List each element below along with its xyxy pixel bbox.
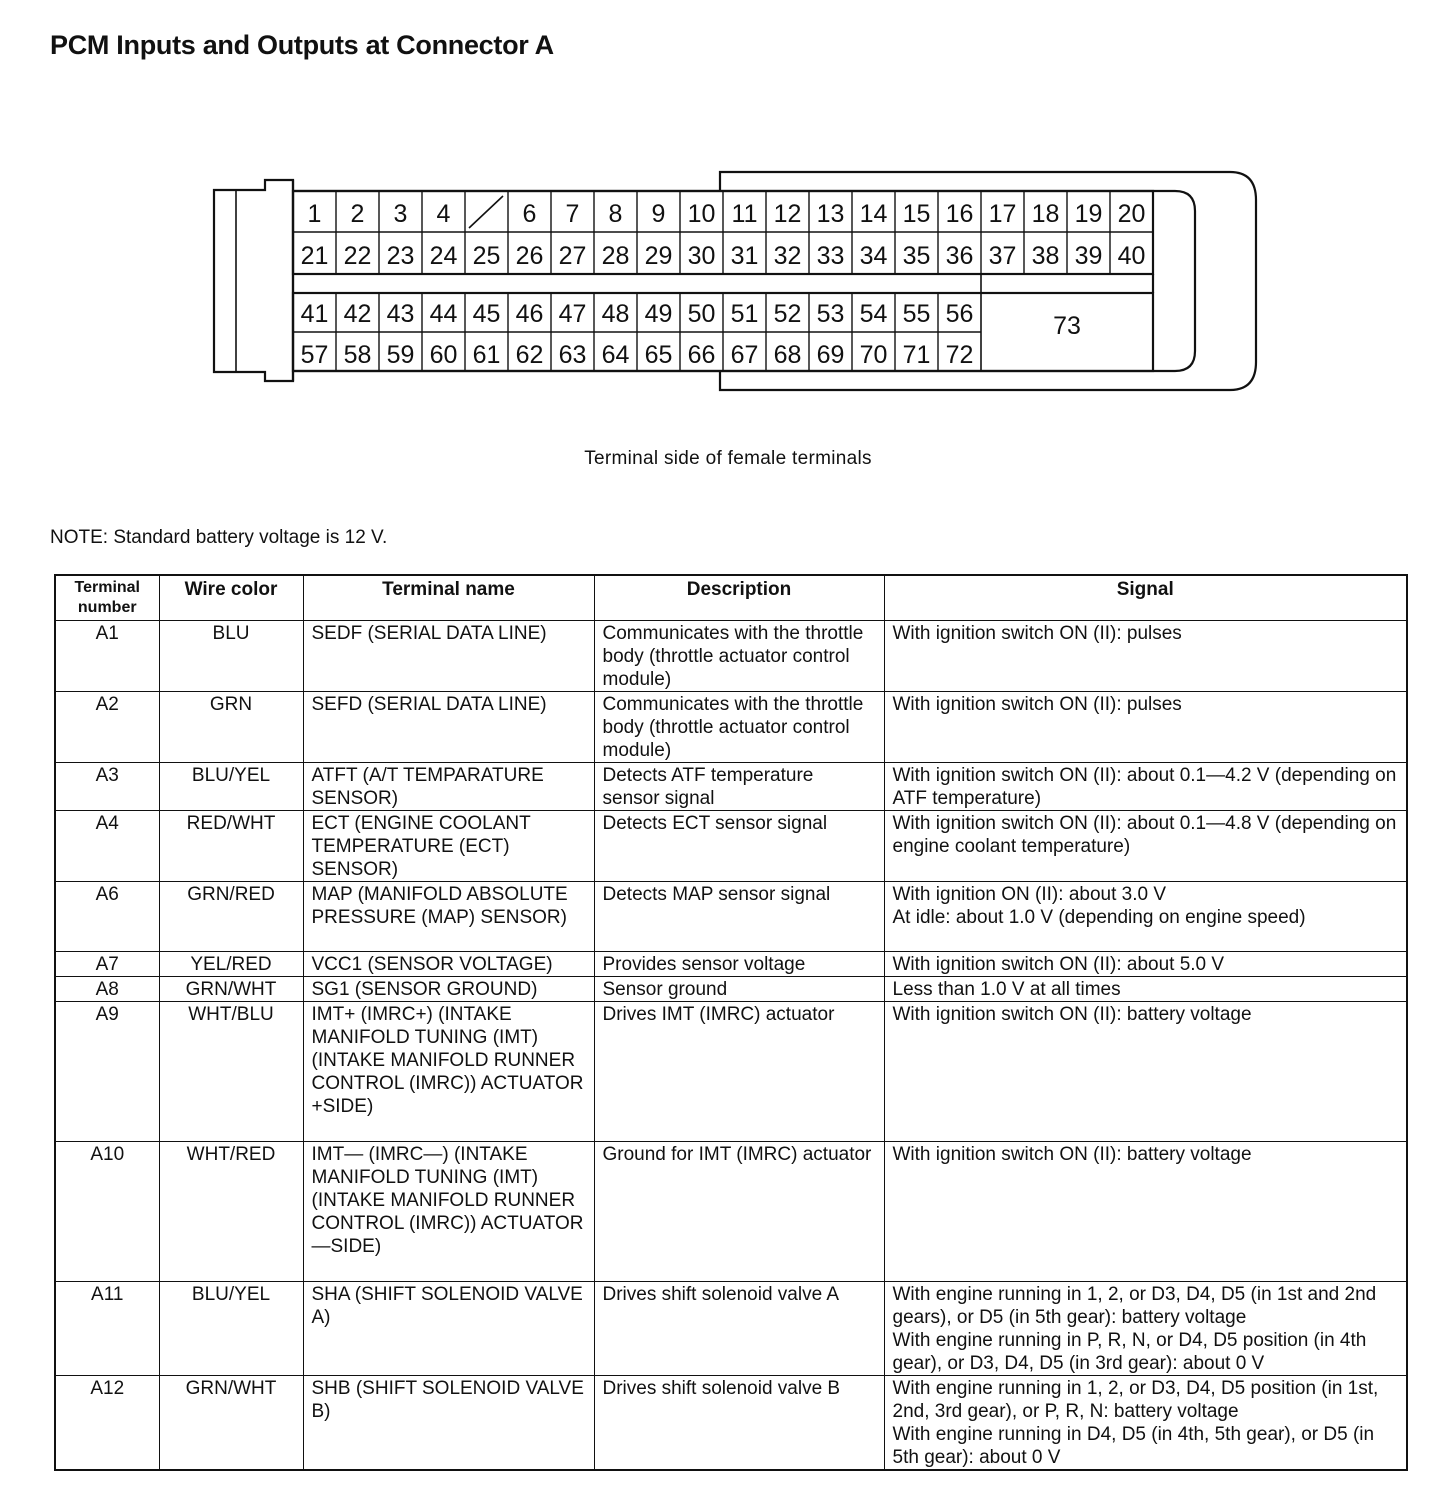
table-row bbox=[55, 881, 1407, 951]
terminal-label: 57 bbox=[300, 341, 329, 369]
description-cell: Drives shift solenoid valve B bbox=[594, 1375, 884, 1470]
terminal-label: 3 bbox=[393, 200, 408, 228]
terminal-label: 17 bbox=[988, 200, 1017, 228]
terminal-label: 58 bbox=[343, 341, 372, 369]
connector-diagram bbox=[0, 0, 1456, 440]
terminal-label: 50 bbox=[687, 300, 716, 328]
wire-color-cell: BLU bbox=[159, 620, 303, 691]
note-text: NOTE: Standard battery voltage is 12 V. bbox=[50, 527, 388, 548]
signal-cell: With ignition switch ON (II): about 5.0 V bbox=[884, 951, 1407, 976]
description-cell: Detects MAP sensor signal bbox=[594, 881, 884, 951]
header-description: Description bbox=[594, 575, 884, 620]
description-cell: Provides sensor voltage bbox=[594, 951, 884, 976]
wire-color-cell: WHT/RED bbox=[159, 1141, 303, 1281]
signal-cell: With ignition switch ON (II): about 0.1—4.2 V (depending on ATF temperature) bbox=[884, 762, 1407, 810]
terminal-name-cell: VCC1 (SENSOR VOLTAGE) bbox=[303, 951, 594, 976]
signal-cell: With ignition switch ON (II): battery voltage bbox=[884, 1001, 1407, 1141]
terminal-number-cell: A11 bbox=[55, 1281, 159, 1375]
table-row bbox=[55, 691, 1407, 762]
terminal-label: 9 bbox=[651, 200, 666, 228]
wire-color-cell: YEL/RED bbox=[159, 951, 303, 976]
terminal-label: 51 bbox=[730, 300, 759, 328]
terminal-label: 41 bbox=[300, 300, 329, 328]
terminal-label: 62 bbox=[515, 341, 544, 369]
table-row bbox=[55, 810, 1407, 881]
terminal-label: 18 bbox=[1031, 200, 1060, 228]
description-cell: Detects ATF temperature sensor signal bbox=[594, 762, 884, 810]
terminal-number-cell: A6 bbox=[55, 881, 159, 951]
terminal-label: 45 bbox=[472, 300, 501, 328]
terminal-label: 25 bbox=[472, 242, 501, 270]
terminal-label: 66 bbox=[687, 341, 716, 369]
terminal-label: 59 bbox=[386, 341, 415, 369]
terminal-label: 55 bbox=[902, 300, 931, 328]
terminal-label: 22 bbox=[343, 242, 372, 270]
terminal-label: 24 bbox=[429, 242, 458, 270]
wire-color-cell: WHT/BLU bbox=[159, 1001, 303, 1141]
wire-color-cell: GRN/WHT bbox=[159, 976, 303, 1001]
wire-color-cell: BLU/YEL bbox=[159, 762, 303, 810]
wire-color-cell: BLU/YEL bbox=[159, 1281, 303, 1375]
terminal-number-cell: A12 bbox=[55, 1375, 159, 1470]
terminal-label: 53 bbox=[816, 300, 845, 328]
terminal-label: 35 bbox=[902, 242, 931, 270]
signal-cell: With ignition switch ON (II): pulses bbox=[884, 691, 1407, 762]
table-row bbox=[55, 620, 1407, 691]
terminal-label: 72 bbox=[945, 341, 974, 369]
terminal-label: 28 bbox=[601, 242, 630, 270]
terminal-label: 29 bbox=[644, 242, 673, 270]
terminal-label: 27 bbox=[558, 242, 587, 270]
terminal-name-cell: IMT— (IMRC—) (INTAKE MANIFOLD TUNING (IMT) (INTAKE MANIFOLD RUNNER CONTROL (IMRC)) ACTUATOR —SIDE) bbox=[303, 1141, 594, 1281]
terminal-73-label: 73 bbox=[1053, 312, 1081, 340]
terminal-label: 68 bbox=[773, 341, 802, 369]
header-terminal-number: Terminal number bbox=[55, 575, 159, 620]
terminal-label: 60 bbox=[429, 341, 458, 369]
header-wire-color: Wire color bbox=[159, 575, 303, 620]
header-terminal-name: Terminal name bbox=[303, 575, 594, 620]
terminal-label: 38 bbox=[1031, 242, 1060, 270]
page-title: PCM Inputs and Outputs at Connector A bbox=[50, 30, 554, 60]
terminal-label: 54 bbox=[859, 300, 888, 328]
signal-cell: With engine running in 1, 2, or D3, D4, D5 position (in 1st, 2nd, 3rd gear), or P, R, N: battery voltage With engine running in D4, D5 (in 4th, 5th gear), or D5 (in 5th gear): about 0 V bbox=[884, 1375, 1407, 1470]
table-row bbox=[55, 762, 1407, 810]
terminal-name-cell: MAP (MANIFOLD ABSOLUTE PRESSURE (MAP) SENSOR) bbox=[303, 881, 594, 951]
terminal-name-cell: SEDF (SERIAL DATA LINE) bbox=[303, 620, 594, 691]
terminal-label: 13 bbox=[816, 200, 845, 228]
terminal-name-cell: IMT+ (IMRC+) (INTAKE MANIFOLD TUNING (IMT) (INTAKE MANIFOLD RUNNER CONTROL (IMRC)) ACTUATOR +SIDE) bbox=[303, 1001, 594, 1141]
table-row bbox=[55, 1375, 1407, 1470]
terminal-name-cell: SEFD (SERIAL DATA LINE) bbox=[303, 691, 594, 762]
header-signal: Signal bbox=[884, 575, 1407, 620]
signal-cell: With ignition switch ON (II): pulses bbox=[884, 620, 1407, 691]
terminal-label: 44 bbox=[429, 300, 458, 328]
terminal-label: 19 bbox=[1074, 200, 1103, 228]
table-row bbox=[55, 951, 1407, 976]
signal-cell: Less than 1.0 V at all times bbox=[884, 976, 1407, 1001]
description-cell: Communicates with the throttle body (throttle actuator control module) bbox=[594, 620, 884, 691]
table-row bbox=[55, 976, 1407, 1001]
terminal-number-cell: A7 bbox=[55, 951, 159, 976]
terminal-label: 7 bbox=[565, 200, 580, 228]
terminal-label: 2 bbox=[350, 200, 365, 228]
terminal-label: 32 bbox=[773, 242, 802, 270]
terminal-label: 70 bbox=[859, 341, 888, 369]
wire-color-cell: RED/WHT bbox=[159, 810, 303, 881]
wire-color-cell: GRN/RED bbox=[159, 881, 303, 951]
terminal-name-cell: SHB (SHIFT SOLENOID VALVE B) bbox=[303, 1375, 594, 1470]
description-cell: Detects ECT sensor signal bbox=[594, 810, 884, 881]
terminal-label: 8 bbox=[608, 200, 623, 228]
terminal-name-cell: SHA (SHIFT SOLENOID VALVE A) bbox=[303, 1281, 594, 1375]
signal-cell: With ignition switch ON (II): about 0.1—4.8 V (depending on engine coolant temperature) bbox=[884, 810, 1407, 881]
description-cell: Communicates with the throttle body (throttle actuator control module) bbox=[594, 691, 884, 762]
terminal-name-cell: ATFT (A/T TEMPARATURE SENSOR) bbox=[303, 762, 594, 810]
terminal-label: 23 bbox=[386, 242, 415, 270]
terminal-label: 37 bbox=[988, 242, 1017, 270]
terminal-number-cell: A9 bbox=[55, 1001, 159, 1141]
terminal-label: 16 bbox=[945, 200, 974, 228]
terminal-label: 11 bbox=[731, 200, 758, 228]
description-cell: Ground for IMT (IMRC) actuator bbox=[594, 1141, 884, 1281]
terminal-label: 30 bbox=[687, 242, 716, 270]
terminal-label: 40 bbox=[1117, 242, 1146, 270]
terminal-label: 15 bbox=[902, 200, 931, 228]
terminal-label: 4 bbox=[436, 200, 451, 228]
terminal-name-cell: ECT (ENGINE COOLANT TEMPERATURE (ECT) SENSOR) bbox=[303, 810, 594, 881]
terminal-label: 39 bbox=[1074, 242, 1103, 270]
terminal-label: 6 bbox=[522, 200, 537, 228]
table-row bbox=[55, 1001, 1407, 1141]
terminal-label: 42 bbox=[343, 300, 372, 328]
description-cell: Sensor ground bbox=[594, 976, 884, 1001]
description-cell: Drives IMT (IMRC) actuator bbox=[594, 1001, 884, 1141]
terminal-label: 64 bbox=[601, 341, 630, 369]
description-cell: Drives shift solenoid valve A bbox=[594, 1281, 884, 1375]
terminal-label: 10 bbox=[687, 200, 716, 228]
wire-color-cell: GRN/WHT bbox=[159, 1375, 303, 1470]
terminal-number-cell: A4 bbox=[55, 810, 159, 881]
terminal-label: 56 bbox=[945, 300, 974, 328]
terminal-label: 71 bbox=[902, 341, 931, 369]
signal-cell: With ignition ON (II): about 3.0 V At idle: about 1.0 V (depending on engine speed) bbox=[884, 881, 1407, 951]
terminal-number-cell: A8 bbox=[55, 976, 159, 1001]
terminal-label: 48 bbox=[601, 300, 630, 328]
terminal-label: 20 bbox=[1117, 200, 1146, 228]
terminal-label: 47 bbox=[558, 300, 587, 328]
terminal-label: 63 bbox=[558, 341, 587, 369]
table-row bbox=[55, 1141, 1407, 1281]
terminal-label: 67 bbox=[730, 341, 759, 369]
terminal-label: 49 bbox=[644, 300, 673, 328]
terminal-label: 21 bbox=[300, 242, 329, 270]
terminal-number-cell: A1 bbox=[55, 620, 159, 691]
terminal-label: 43 bbox=[386, 300, 415, 328]
terminal-table bbox=[54, 574, 1408, 1471]
terminal-label: 52 bbox=[773, 300, 802, 328]
table-row bbox=[55, 1281, 1407, 1375]
terminal-number-cell: A2 bbox=[55, 691, 159, 762]
terminal-label: 33 bbox=[816, 242, 845, 270]
terminal-label: 36 bbox=[945, 242, 974, 270]
terminal-number-cell: A10 bbox=[55, 1141, 159, 1281]
terminal-label: 69 bbox=[816, 341, 845, 369]
wire-color-cell: GRN bbox=[159, 691, 303, 762]
terminal-number-cell: A3 bbox=[55, 762, 159, 810]
terminal-label: 34 bbox=[859, 242, 888, 270]
signal-cell: With engine running in 1, 2, or D3, D4, D5 (in 1st and 2nd gears), or D5 (in 5th gear): battery voltage With engine running in P, R, N, or D4, D5 position (in 4th gear), or D3, D4, D5 (in 3rd gear): about 0 V bbox=[884, 1281, 1407, 1375]
terminal-label: 12 bbox=[773, 200, 802, 228]
signal-cell: With ignition switch ON (II): battery voltage bbox=[884, 1141, 1407, 1281]
terminal-name-cell: SG1 (SENSOR GROUND) bbox=[303, 976, 594, 1001]
terminal-label: 31 bbox=[730, 242, 759, 270]
terminal-label: 1 bbox=[307, 200, 322, 228]
connector-caption: Terminal side of female terminals bbox=[584, 448, 872, 469]
terminal-label: 61 bbox=[472, 341, 501, 369]
terminal-label: 46 bbox=[515, 300, 544, 328]
terminal-label: 65 bbox=[644, 341, 673, 369]
terminal-label: 26 bbox=[515, 242, 544, 270]
terminal-label: 14 bbox=[859, 200, 888, 228]
